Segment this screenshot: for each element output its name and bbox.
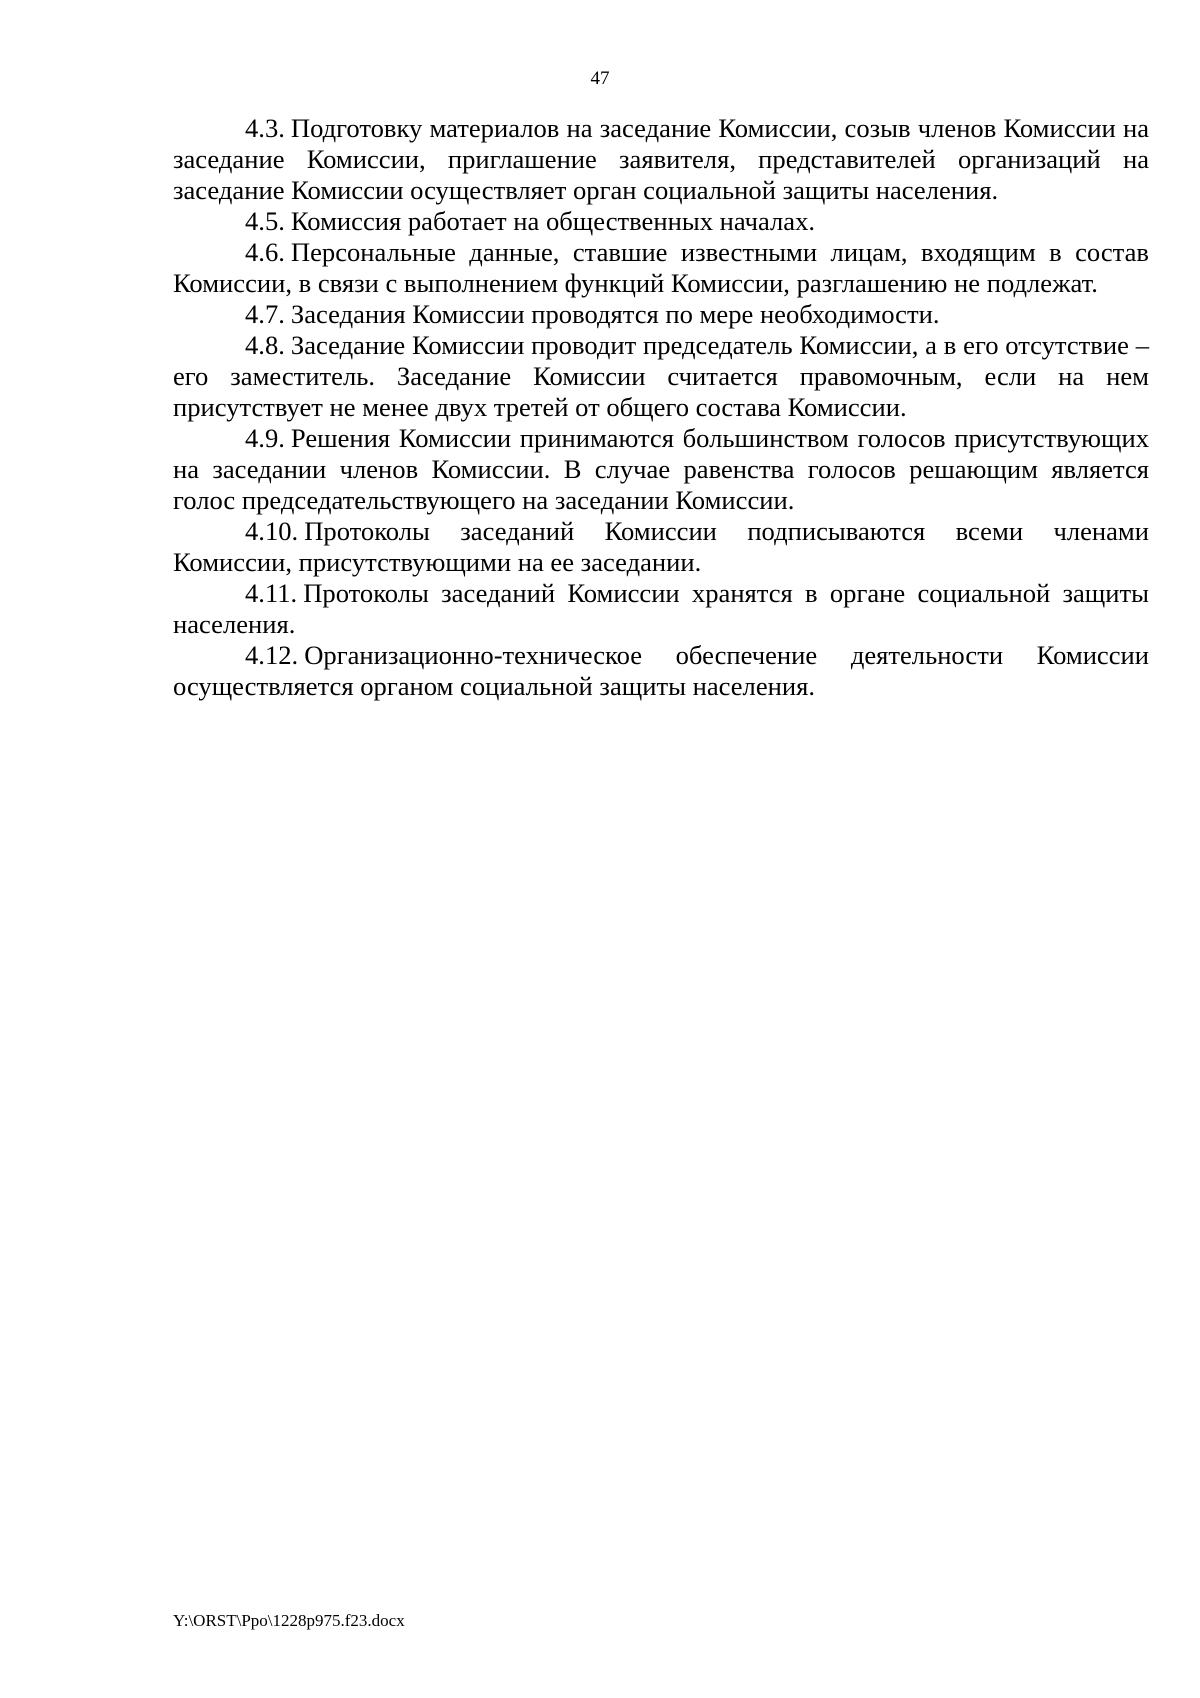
page-number: 47 [590, 68, 610, 89]
paragraph-text: Протоколы заседаний Комиссии подписываются всеми членами Комиссии, присутствующими на ее заседании. [173, 516, 1149, 577]
paragraph-number: 4.3. [245, 113, 285, 143]
paragraph-number: 4.12. [245, 640, 299, 670]
paragraph-text: Подготовку материалов на заседание Комиссии, созыв членов Комиссии на заседание Комиссии, приглашение заявителя, представителей организаций на заседание Комиссии осуществляет орган социальной защиты населения. [173, 113, 1149, 205]
paragraph-number: 4.6. [245, 237, 285, 267]
document-body [173, 113, 1149, 702]
paragraph-4-9 [173, 423, 1149, 516]
paragraph-text: Протоколы заседаний Комиссии хранятся в органе социальной защиты населения. [173, 578, 1149, 639]
paragraph-text: Заседание Комиссии проводит председатель Комиссии, а в его отсутствие – его заместитель. Заседание Комиссии считается правомочным, если на нем присутствует не менее двух третей от общего состава Комиссии. [173, 330, 1149, 422]
paragraph-number: 4.8. [245, 330, 285, 360]
paragraph-text: Персональные данные, ставшие известными лицам, входящим в состав Комиссии, в связи с выполнением функций Комиссии, разглашению не подлежат. [173, 237, 1149, 298]
paragraph-number: 4.10. [245, 516, 299, 546]
paragraph-number: 4.9. [245, 423, 285, 453]
paragraph-text: Организационно-техническое обеспечение деятельности Комиссии осуществляется органом социальной защиты населения. [173, 640, 1149, 701]
paragraph-number: 4.5. [245, 206, 285, 236]
footer-file-path: Y:\ORST\Ppo\1228p975.f23.docx [173, 1611, 405, 1630]
paragraph-number: 4.7. [245, 299, 285, 329]
paragraph-number: 4.11. [245, 578, 298, 608]
paragraph-4-3 [173, 113, 1149, 206]
paragraph-4-7 [173, 299, 1149, 330]
paragraph-4-8 [173, 330, 1149, 423]
paragraph-4-12 [173, 640, 1149, 702]
paragraph-4-10 [173, 516, 1149, 578]
paragraph-text: Решения Комиссии принимаются большинством голосов присутствующих на заседании членов Комиссии. В случае равенства голосов решающим является голос председательствующего на заседании Комиссии. [173, 423, 1149, 515]
paragraph-text: Заседания Комиссии проводятся по мере необходимости. [290, 299, 940, 329]
paragraph-4-5 [173, 206, 1149, 237]
paragraph-4-6 [173, 237, 1149, 299]
paragraph-4-11 [173, 578, 1149, 640]
paragraph-text: Комиссия работает на общественных началах. [290, 206, 816, 236]
